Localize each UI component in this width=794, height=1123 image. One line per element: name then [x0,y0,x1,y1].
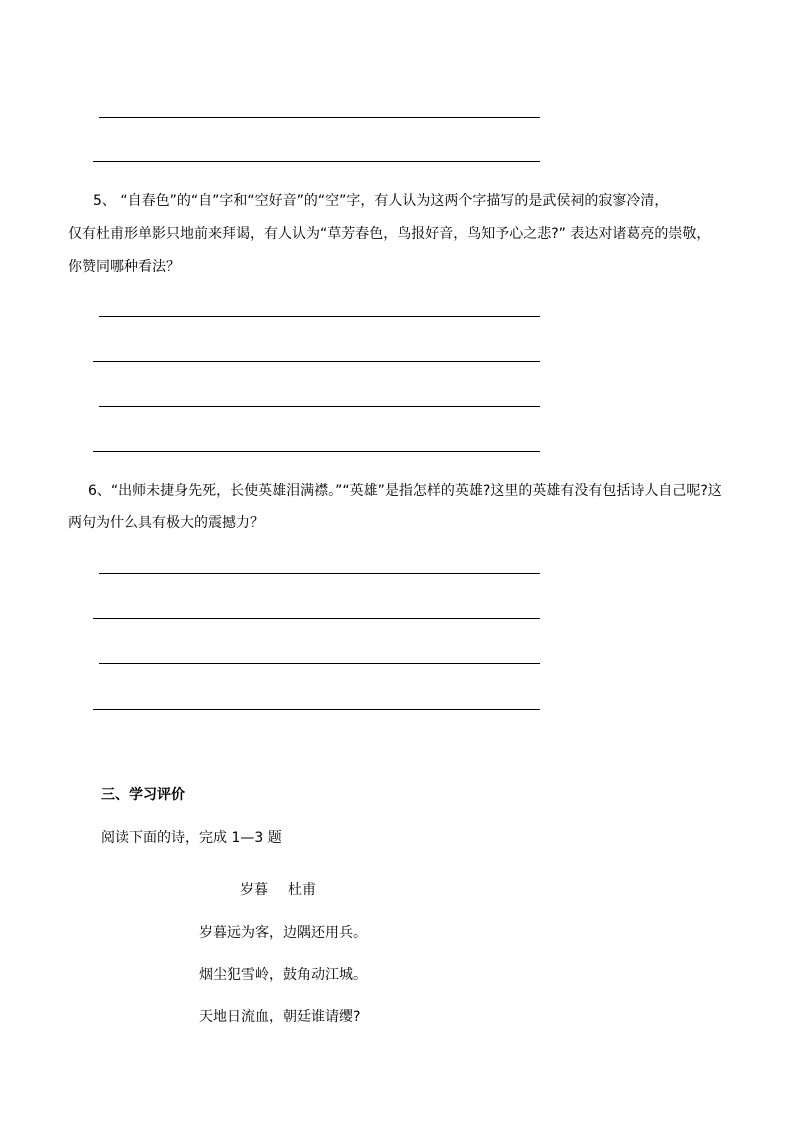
answer-line [99,117,540,118]
q5-text-line-1: 5、 “自春色”的“自”字和“空好音”的“空”字，有人认为这两个字描写的是武侯祠的寂寥冷清， [93,193,669,209]
answer-line [93,161,540,162]
q5-text-line-3: 你赞同哪种看法？ [68,259,180,275]
poem-line-1: 岁暮远为客，边隅还用兵。 [199,925,367,941]
q5-text-line-2: 仅有杜甫形单影只地前来拜谒，有人认为“草芳春色，鸟报好音，鸟知予心之悲?” 表达对诸葛亮的崇敬， [68,226,711,242]
q6-answer-line [99,663,540,664]
section-instruction: 阅读下面的诗，完成 1—3 题 [101,830,282,846]
q6-answer-line [93,618,540,619]
q6-text-line-1: 6、“出师未捷身先死，长使英雄泪满襟。”“英雄”是指怎样的英雄?这里的英雄有没有包括诗人自己呢?这 [88,483,722,499]
q5-answer-line [93,361,540,362]
section-heading: 三、学习评价 [101,787,185,803]
q6-text-line-2: 两句为什么具有极大的震撼力？ [68,515,264,531]
q5-answer-line [93,451,540,452]
q5-answer-line [99,406,540,407]
q6-answer-line [99,573,540,574]
poem-line-2: 烟尘犯雪岭，鼓角动江城。 [199,967,367,983]
q5-answer-line [99,316,540,317]
q6-answer-line [93,709,540,710]
poem-title: 岁暮 [240,882,268,898]
poem-line-3: 天地日流血，朝廷谁请缨? [199,1009,361,1025]
poem-author: 杜甫 [288,882,316,898]
